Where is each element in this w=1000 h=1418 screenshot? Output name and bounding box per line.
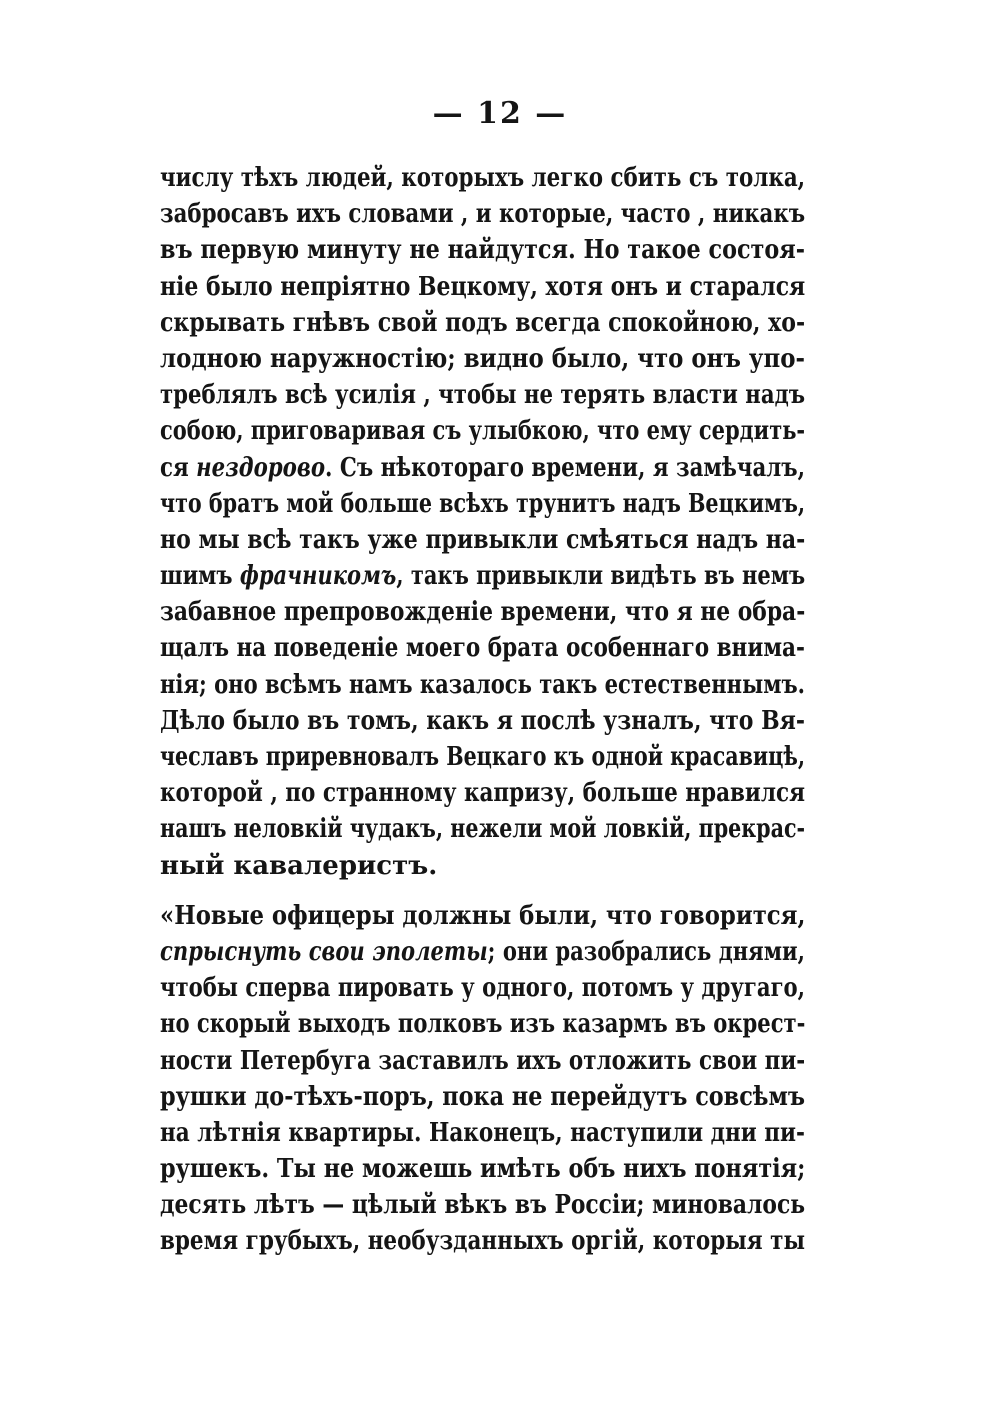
text-line: скрывать гнѣвъ свой подъ всегда спокойною, хо- [160, 307, 806, 338]
page-number: — 12 — [432, 96, 568, 131]
text-segment: , такъ привыкли видѣть въ немъ [396, 561, 806, 592]
paragraph-1 [160, 160, 805, 884]
text-line [160, 934, 805, 970]
text-line: время грубыхъ, необузданныхъ оргій, которыя ты [160, 1226, 806, 1257]
text-line [160, 558, 805, 594]
text-line: десять лѣтъ — цѣлый вѣкъ въ Россіи; миновалось [160, 1190, 806, 1221]
text-line: лодною наружностію; видно было, что онъ упо- [160, 343, 805, 374]
text-line: забавное препровожденіе времени, что я не обра- [160, 597, 806, 628]
body-text [160, 160, 805, 1260]
text-line: что братъ мой больше всѣхъ трунитъ надъ Вецкимъ, [160, 488, 806, 519]
text-line: но скорый выходъ полковъ изъ казармъ въ окрест- [160, 1009, 806, 1040]
text-line: ный кавалеристъ. [160, 850, 438, 881]
text-segment: ; они разобрались днями, [487, 936, 805, 967]
text-line: на лѣтнія квартиры. Наконецъ, наступили дни пи- [160, 1117, 806, 1148]
italic-phrase: нездорово [196, 452, 326, 483]
text-line: «Новые офицеры должны были, что говорится, [160, 900, 806, 931]
text-line: чеславъ приревновалъ Вецкаго къ одной красавицѣ, [160, 742, 805, 772]
text-line: забросавъ ихъ словами , и которые, часто , никакъ [160, 199, 806, 230]
text-segment: шимъ [160, 561, 240, 592]
text-line: которой , по странному капризу, больше нравился [160, 778, 806, 809]
text-line: числу тѣхъ людей, которыхъ легко сбить съ толка, [160, 163, 806, 193]
text-line: ности Петербуга заставилъ ихъ отложить свои пи- [160, 1045, 806, 1076]
italic-phrase: спрыснуть свои эполеты [160, 936, 488, 967]
text-line: собою, приговаривая съ улыбкою, что ему сердить- [160, 416, 806, 447]
text-line: но мы всѣ такъ уже привыкли смѣяться надъ на- [160, 524, 806, 555]
text-line: ніе было непріятно Вецкому, хотя онъ и старался [160, 271, 806, 302]
text-line: въ первую минуту не найдутся. Но такое состоя- [160, 235, 805, 266]
text-segment: . Съ нѣкотораго времени, я замѣчалъ, [325, 452, 805, 483]
text-line: рушекъ. Ты не можешь имѣть объ нихъ понятія; [160, 1154, 806, 1185]
text-line: щалъ на поведеніе моего брата особеннаго внима- [160, 633, 805, 664]
italic-phrase: фрачникомъ [239, 561, 397, 592]
text-line: рушки до-тѣхъ-поръ, пока не перейдутъ совсѣмъ [160, 1081, 806, 1112]
text-line: нія; оно всѣмъ намъ казалось такъ естественнымъ. [160, 669, 806, 700]
text-segment: ся [160, 452, 197, 483]
text-line: чтобы сперва пировать у одного, потомъ у другаго, [160, 973, 806, 1004]
text-line [160, 450, 805, 486]
text-line: нашъ неловкій чудакъ, нежели мой ловкій, прекрас- [160, 814, 806, 845]
paragraph-gap [160, 884, 805, 898]
text-line: Дѣло было въ томъ, какъ я послѣ узналъ, что Вя- [160, 705, 805, 736]
paragraph-2 [160, 898, 805, 1260]
text-line: треблялъ всѣ усилія , чтобы не терять власти надъ [160, 380, 806, 411]
